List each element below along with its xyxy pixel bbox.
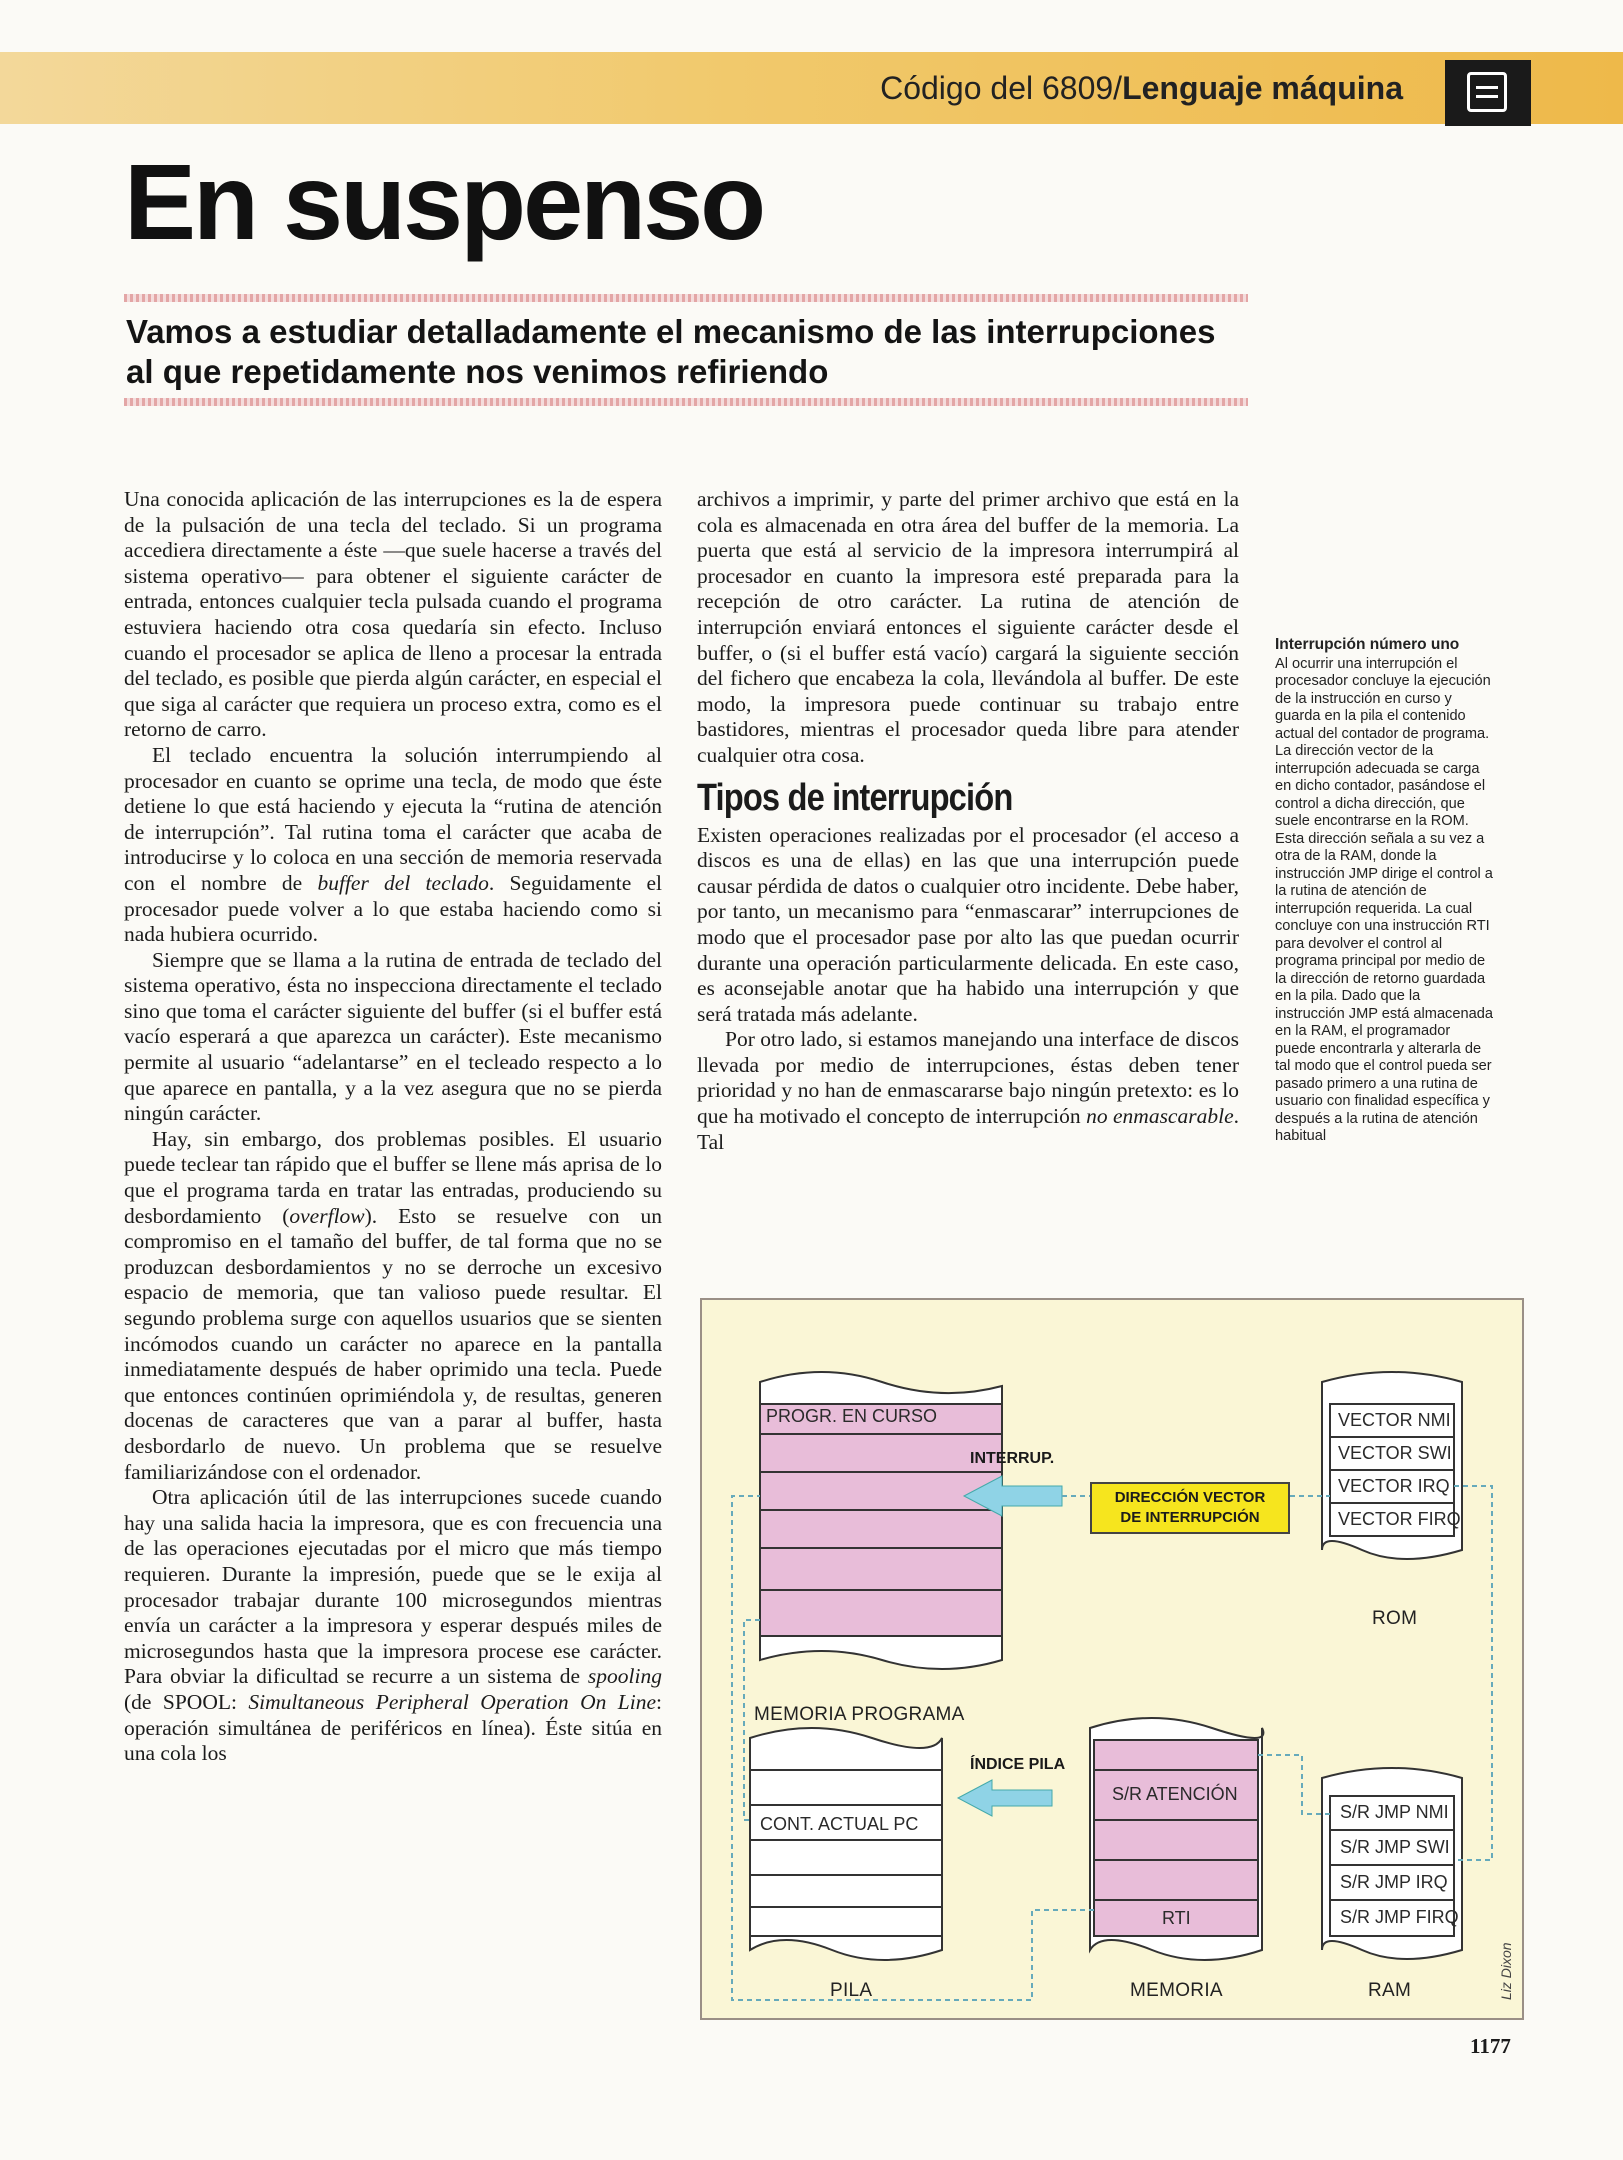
paragraph: El teclado encuentra la solución interrumpiendo al procesador en cuanto se oprime una tecla, de modo que éste detiene lo que está haciendo y ejecuta la “rutina de atención de interrupción”. Tal rutina toma el carácter que acaba de introducirse y lo coloca en una sección de memoria reservada con el nombre de buffer del teclado. Seguidamente el procesador puede volver a lo que estaba haciendo como si nada hubiera ocurrido. xyxy=(124,742,662,947)
interrupt-diagram xyxy=(700,1298,1524,2020)
rom-row: VECTOR SWI xyxy=(1338,1443,1452,1463)
program-row-label: PROGR. EN CURSO xyxy=(766,1406,938,1426)
stack-index-label: ÍNDICE PILA xyxy=(970,1756,1066,1773)
paragraph: Siempre que se llama a la rutina de entrada de teclado del sistema operativo, ésta no inspecciona directamente el teclado sino que toma el carácter siguiente del buffer (si el buffer está vacío esperará a que aparezca un carácter). Este mecanismo permite al usuario “adelantarse” en el tecleado respecto a lo que aparece en pantalla, y a la vez asegura que no se pierda ningún carácter. xyxy=(124,947,662,1126)
paragraph: Hay, sin embargo, dos problemas posibles. El usuario puede teclear tan rápido que el buffer se llene más aprisa de lo que el programa tarda en tratar las entradas, produciendo su desbordamiento (overflow). Esto se resuelve con un compromiso en el tamaño del buffer, de tal forma que no se produzcan desbordamientos y no se derroche un excesivo espacio de memoria, que tan valioso puede resultar. El segundo problema surge con aquellos usuarios que se sienten incómodos cuando un carácter no aparece en la pantalla inmediatamente después de haber oprimido una tecla. Puede que entonces continúen oprimiéndola y, de resultas, generen docenas de caracteres que van a parar al buffer, hasta desbordarlo de nuevo. Un problema que se resuelve familiarizándose con el ordenador. xyxy=(124,1126,662,1484)
ram-row: S/R JMP IRQ xyxy=(1340,1872,1448,1892)
ram-row: S/R JMP SWI xyxy=(1340,1837,1450,1857)
memory-row: RTI xyxy=(1162,1908,1191,1928)
memory-row: S/R ATENCIÓN xyxy=(1112,1784,1238,1804)
sidebar-body: Al ocurrir una interrupción el procesador concluye la ejecución de la instrucción en curso y guarda en la pila el contenido actual del contador de programa. La dirección vector de la interrupción adecuada se carga en dicho contador, pasándose el control a dicha dirección, que suele encontrarse en la ROM. Esta dirección señala a su vez a otra de la RAM, donde la instrucción JMP dirige el control a la rutina de atención de interrupción requerida. La cual concluye con una instrucción RTI para devolver el control al programa principal por medio de la dirección de retorno guardada en la pila. Dado que la instrucción JMP está almacenada en la RAM, el programador puede encontrarla y alterarla de tal modo que el control pueda ser pasado primero a una rutina de usuario con finalidad específica y después a la rutina de atención habitual xyxy=(1275,655,1493,1144)
ram-row: S/R JMP FIRQ xyxy=(1340,1907,1459,1927)
illustration-credit: Liz Dixon xyxy=(1498,1942,1514,2000)
article-title: En suspenso xyxy=(124,141,764,262)
stack-row: CONT. ACTUAL PC xyxy=(760,1814,919,1834)
section-heading: Tipos de interrupción xyxy=(697,776,1013,819)
paragraph: Otra aplicación útil de las interrupciones sucede cuando hay una salida hacia la impresora, que es con frecuencia una de las operaciones ejecutadas por el micro que más tiempo requieren. Durante la impresión, puede que se le exija al procesador trabajar durante 100 microsegundos mientras envía un carácter a la impresora y esperar después miles de microsegundos hasta que la impresora procese ese carácter. Para obviar la dificultad se recurre a un sistema de spooling (de SPOOL: Simultaneous Peripheral Operation On Line: operación simultánea de periféricos en línea). Éste sitúa en una cola los xyxy=(124,1485,663,1766)
vector-address-box: DIRECCIÓN VECTOR DE INTERRUPCIÓN xyxy=(1090,1482,1290,1534)
rom-row: VECTOR IRQ xyxy=(1338,1476,1450,1496)
stack-label: PILA xyxy=(830,1980,873,2001)
memory-label: MEMORIA xyxy=(1130,1980,1223,2001)
rom-block xyxy=(1322,1372,1462,1559)
paragraph: Por otro lado, si estamos manejando una interface de discos llevada por medio de interrupciones, éstas deben tener prioridad y no han de enmascararse bajo ningún pretexto: es lo que ha motivado el concepto de interrupción no enmascarable. Tal xyxy=(697,1027,1239,1154)
paragraph: Una conocida aplicación de las interrupciones es la de espera de la pulsación de una tecla del teclado. Si un programa accediera directamente a éste —que suele hacerse a través del sistema operativo— para obtener el siguiente carácter de entrada, entonces cualquier tecla pulsada cuando el programa estuviera haciendo otra cosa quedaría sin efecto. Incluso cuando el procesador se aplica de lleno a procesar la entrada del teclado, es posible que pierda algún carácter, en especial el que siga al carácter que requiera un proceso extra, como es el retorno de carro. xyxy=(124,487,662,742)
rom-row: VECTOR FIRQ xyxy=(1338,1509,1461,1529)
title-rule xyxy=(124,294,1248,302)
text-column-1 xyxy=(124,487,662,1767)
stack-pointer-arrow xyxy=(958,1780,1052,1816)
ram-label: RAM xyxy=(1368,1980,1412,2001)
article-subtitle: Vamos a estudiar detalladamente el mecanismo de las interrupciones al que repetidamente nos venimos refiriendo xyxy=(126,313,1216,390)
sidebar-note xyxy=(1275,636,1493,1146)
rom-row: VECTOR NMI xyxy=(1338,1410,1451,1430)
paragraph: archivos a imprimir, y parte del primer archivo que está en la cola es almacenada en otra área del buffer de la memoria. La puerta que está al servicio de la impresora interrumpirá al procesador en cuanto la impresora esté preparada para la recepción de otro carácter. La rutina de atención de interrupción enviará entonces el siguiente carácter desde el buffer, o (si el buffer está vacío) cargará la siguiente sección del fichero que encabeza la cola, llevándola al buffer. De este modo, la impresora puede continuar su trabajo entre bastidores, mientras el procesador queda libre para atender cualquier otra cosa. xyxy=(697,487,1239,767)
page-number: 1177 xyxy=(1470,2034,1511,2058)
stack-block xyxy=(750,1728,942,1960)
ram-block xyxy=(1322,1768,1462,1959)
paragraph: Existen operaciones realizadas por el procesador (el acceso a discos es una de ellas) en las que una interrupción puede causar pérdida de datos o cualquier otro incidente. Debe haber, por tanto, un mecanismo para “enmascarar” interrupciones de modo que el procesador pase por alto las que puedan ocurrir durante una operación particularmente delicada. En este caso, es aconsejable anotar que ha habido una interrupción y que será tratada más adelante. xyxy=(697,822,1239,1026)
rom-label: ROM xyxy=(1372,1608,1418,1629)
subtitle-rule xyxy=(124,398,1248,406)
sidebar-title: Interrupción número uno xyxy=(1275,636,1460,653)
ram-row: S/R JMP NMI xyxy=(1340,1802,1449,1822)
section-header: Código del 6809/Lenguaje máquina xyxy=(880,70,1403,106)
interrupt-label: INTERRUP. xyxy=(970,1450,1055,1467)
section-badge xyxy=(1445,60,1531,126)
chapter-icon xyxy=(1467,72,1507,112)
text-column-2 xyxy=(697,487,1239,1155)
program-memory-label: MEMORIA PROGRAMA xyxy=(754,1704,965,1725)
